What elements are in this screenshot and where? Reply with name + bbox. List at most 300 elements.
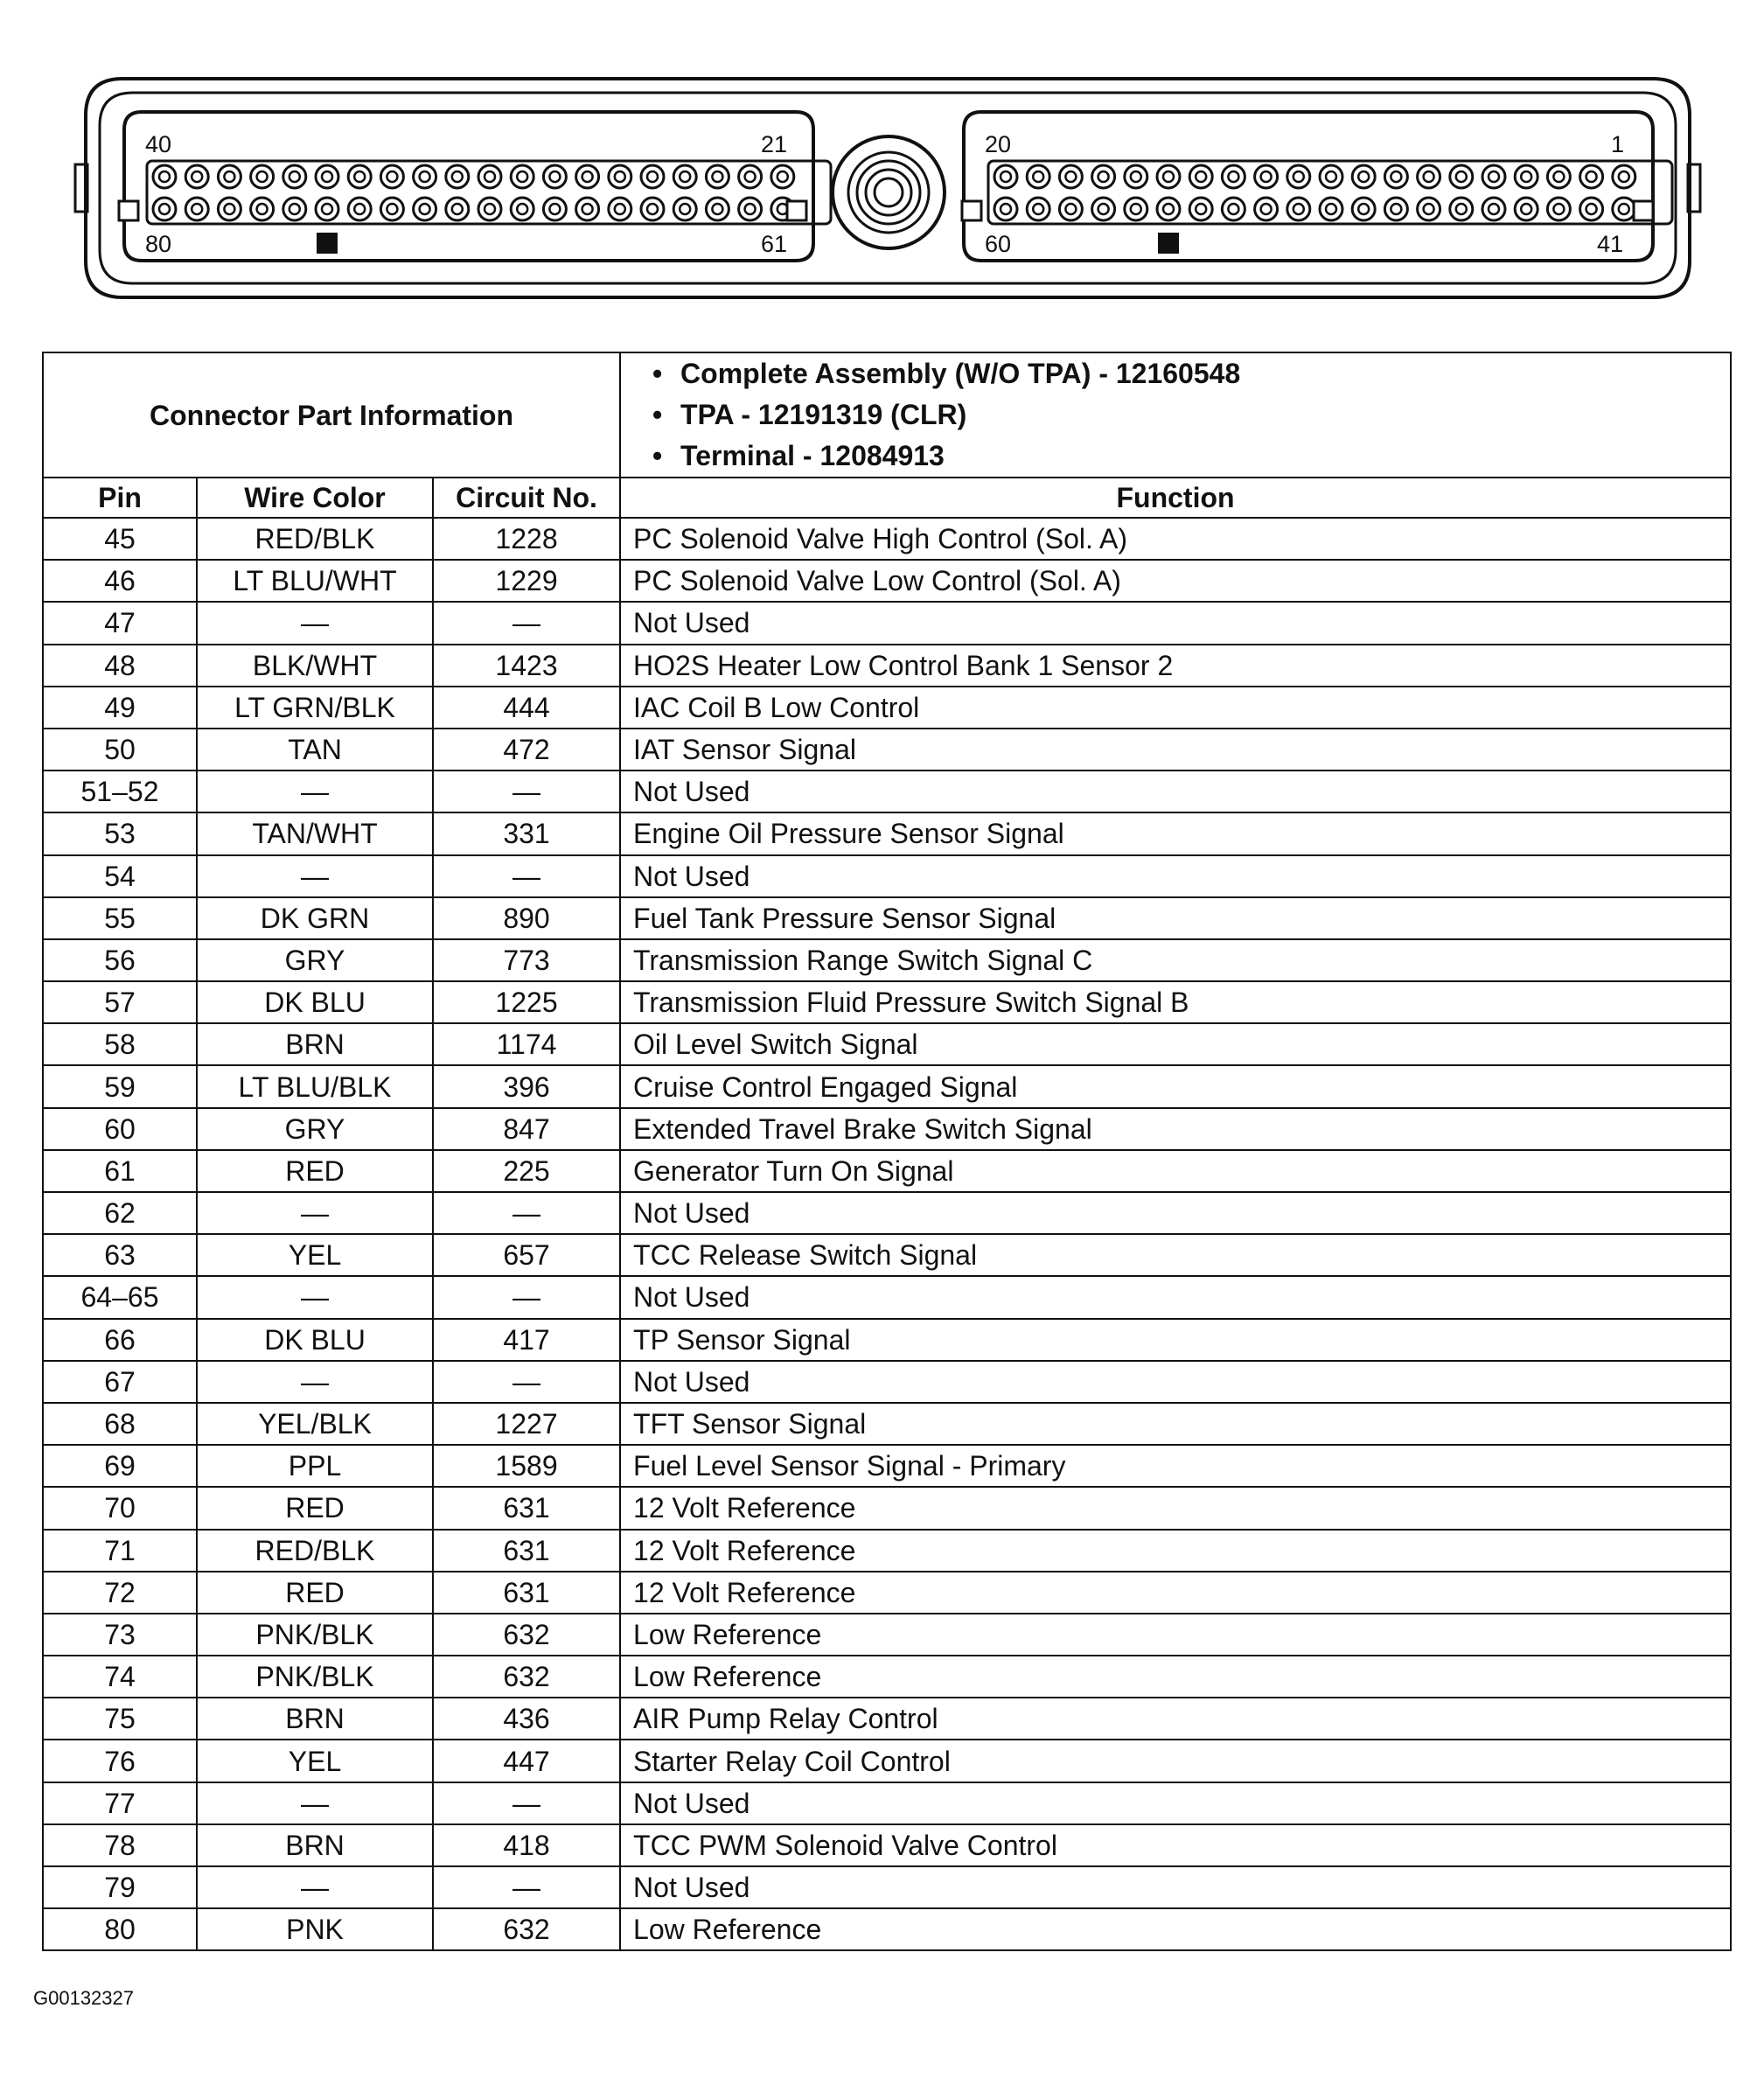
wire-color-cell: — [197,771,433,812]
pin-cavity [1189,165,1212,188]
header-function: Function [620,478,1731,518]
pin-terminal [1196,171,1206,182]
table-row [43,1319,1731,1361]
pin-cavity [1352,165,1375,188]
pin-cell: 60 [43,1108,197,1150]
pin-terminal [1033,171,1043,182]
right-polarizing-key [1158,233,1179,254]
pin-cavity [739,198,762,220]
wire-color-cell: RED [197,1150,433,1192]
wire-color-cell: PPL [197,1445,433,1487]
wire-color-cell: GRY [197,1108,433,1150]
pin-cavity [609,198,631,220]
pin-label-1: 1 [1611,131,1625,157]
pin-cell: 55 [43,897,197,939]
pin-cavity [185,198,208,220]
pin-terminal [1326,204,1336,214]
wire-color-cell: YEL [197,1234,433,1276]
circuit-cell: 631 [433,1572,620,1614]
table-row [43,1234,1731,1276]
pin-cavity [251,198,274,220]
pinout-table [42,352,1732,1951]
function-cell: TFT Sensor Signal [620,1403,1731,1445]
table-row [43,1530,1731,1572]
pin-cavity [706,198,729,220]
pin-terminal [322,204,332,214]
table-row [43,645,1731,687]
table-row [43,939,1731,981]
function-cell: TCC PWM Solenoid Valve Control [620,1824,1731,1866]
pin-terminal [1424,204,1434,214]
pin-terminal [1586,204,1597,214]
pin-cell: 74 [43,1656,197,1698]
wire-color-cell: — [197,855,433,897]
pin-terminal [1065,171,1076,182]
pin-terminal [289,171,300,182]
pin-cavity [1287,198,1310,220]
circuit-cell: 331 [433,812,620,854]
pin-cavity [511,165,533,188]
pin-cavity [1059,165,1082,188]
function-cell: PC Solenoid Valve High Control (Sol. A) [620,518,1731,560]
part-info-row [43,352,1731,478]
part-info-label: Connector Part Information [43,352,620,478]
pin-cavity [1092,165,1115,188]
pin-cavity [576,198,599,220]
function-cell: Low Reference [620,1614,1731,1656]
table-row [43,1614,1731,1656]
pin-cavity [414,198,436,220]
pin-terminal [615,204,625,214]
table-row [43,1487,1731,1529]
pin-terminal [1489,171,1499,182]
function-cell: 12 Volt Reference [620,1487,1731,1529]
circuit-cell: 444 [433,687,620,729]
table-row [43,1572,1731,1614]
wire-color-cell: RED [197,1572,433,1614]
part-info-list [652,353,1730,477]
wire-color-cell: DK BLU [197,981,433,1023]
circuit-cell: 1174 [433,1023,620,1065]
table-row [43,812,1731,854]
pin-cavity [543,198,566,220]
pin-cell: 63 [43,1234,197,1276]
pin-label-41: 41 [1597,231,1624,257]
pin-terminal [647,171,658,182]
table-row [43,1824,1731,1866]
circuit-cell: 773 [433,939,620,981]
table-row [43,1403,1731,1445]
pin-cavity [1157,165,1180,188]
pin-cavity [218,198,241,220]
function-cell: HO2S Heater Low Control Bank 1 Sensor 2 [620,645,1731,687]
pin-cavity [641,165,664,188]
pin-cavity [283,198,306,220]
table-row [43,1698,1731,1740]
pin-terminal [1553,171,1564,182]
header-circuit-no: Circuit No. [433,478,620,518]
pin-cell: 75 [43,1698,197,1740]
function-cell: 12 Volt Reference [620,1572,1731,1614]
pin-terminal [420,204,430,214]
pin-cell: 78 [43,1824,197,1866]
right-pin-block [962,112,1672,261]
pin-cavity [218,165,241,188]
table-row [43,687,1731,729]
pin-cell: 46 [43,560,197,602]
pin-label-60: 60 [985,231,1012,257]
table-row [43,1108,1731,1150]
pin-terminal [485,204,495,214]
pin-cavity [1418,198,1440,220]
wire-color-cell: RED [197,1487,433,1529]
pin-terminal [1131,204,1141,214]
circuit-cell: — [433,771,620,812]
circuit-cell: 847 [433,1108,620,1150]
pinout-rows [43,518,1731,1950]
pin-terminal [1001,171,1011,182]
function-cell: Fuel Tank Pressure Sensor Signal [620,897,1731,939]
pin-terminal [1553,204,1564,214]
pin-terminal [1131,171,1141,182]
wire-color-cell: PNK/BLK [197,1614,433,1656]
pin-cavity [641,198,664,220]
function-cell: IAT Sensor Signal [620,729,1731,771]
function-cell: Not Used [620,1361,1731,1403]
table-row [43,1150,1731,1192]
pin-cavity [1320,165,1342,188]
pin-cavity [1515,165,1537,188]
pin-terminal [1261,204,1272,214]
pin-terminal [452,204,463,214]
pin-cavity [316,165,338,188]
pin-cavity [380,165,403,188]
pin-terminal [1065,204,1076,214]
circuit-cell: 1229 [433,560,620,602]
pin-cell: 76 [43,1740,197,1782]
wire-color-cell: — [197,602,433,644]
function-cell: Not Used [620,855,1731,897]
pin-cavity [994,165,1017,188]
function-cell: PC Solenoid Valve Low Control (Sol. A) [620,560,1731,602]
part-info-tpa: • TPA - 12191319 (CLR) [652,394,1730,436]
pin-terminal [647,204,658,214]
circuit-cell: — [433,1361,620,1403]
pin-cell: 80 [43,1908,197,1950]
pin-terminal [1098,204,1109,214]
pin-terminal [257,171,268,182]
wire-color-cell: DK BLU [197,1319,433,1361]
pin-cavity [446,165,469,188]
pin-terminal [1098,171,1109,182]
wire-color-cell: LT BLU/WHT [197,560,433,602]
function-cell: Low Reference [620,1656,1731,1698]
pin-cavity [706,165,729,188]
circuit-cell: 417 [433,1319,620,1361]
function-cell: TCC Release Switch Signal [620,1234,1731,1276]
part-info-terminal: • Terminal - 12084913 [652,436,1730,477]
table-row [43,771,1731,812]
pin-terminal [1358,171,1369,182]
pin-terminal [582,171,593,182]
pin-terminal [485,171,495,182]
pin-terminal [159,204,170,214]
pin-cell: 49 [43,687,197,729]
table-row [43,518,1731,560]
pin-terminal [680,171,690,182]
wire-color-cell: PNK [197,1908,433,1950]
pin-cell: 56 [43,939,197,981]
pin-cavity [153,165,176,188]
pin-terminal [1326,171,1336,182]
wire-color-cell: RED/BLK [197,518,433,560]
circuit-cell: — [433,855,620,897]
pin-terminal [159,171,170,182]
circuit-cell: 225 [433,1150,620,1192]
pin-terminal [680,204,690,214]
wire-color-cell: PNK/BLK [197,1656,433,1698]
pin-cavity [673,198,696,220]
pin-terminal [354,171,365,182]
pin-terminal [224,204,234,214]
pin-cavity [1092,198,1115,220]
pin-label-21: 21 [761,131,788,157]
pin-cell: 57 [43,981,197,1023]
circuit-cell: 1423 [433,645,620,687]
function-cell: Cruise Control Engaged Signal [620,1065,1731,1107]
function-cell: Not Used [620,1276,1731,1318]
circuit-cell: 1589 [433,1445,620,1487]
pin-cavity [1352,198,1375,220]
circuit-cell: 632 [433,1656,620,1698]
pin-terminal [1391,171,1401,182]
pin-cell: 64–65 [43,1276,197,1318]
header-pin: Pin [43,478,197,518]
pin-terminal [192,171,202,182]
pin-label-40: 40 [145,131,172,157]
wire-color-cell: DK GRN [197,897,433,939]
wire-color-cell: BLK/WHT [197,645,433,687]
pin-cavity [1255,198,1278,220]
table-row [43,1445,1731,1487]
pin-terminal [387,171,397,182]
pin-terminal [1456,204,1467,214]
pin-cavity [1027,198,1049,220]
function-cell: Engine Oil Pressure Sensor Signal [620,812,1731,854]
circuit-cell: 396 [433,1065,620,1107]
function-cell: AIR Pump Relay Control [620,1698,1731,1740]
circuit-cell: 890 [433,897,620,939]
pin-cavity [251,165,274,188]
pin-terminal [1163,171,1174,182]
wire-color-cell: TAN/WHT [197,812,433,854]
wire-color-cell: LT BLU/BLK [197,1065,433,1107]
pin-cavity [1384,198,1407,220]
pin-cavity [1450,165,1473,188]
pin-terminal [257,204,268,214]
table-row [43,1740,1731,1782]
pin-cavity [673,165,696,188]
pin-cavity [609,165,631,188]
function-cell: 12 Volt Reference [620,1530,1731,1572]
pin-cell: 61 [43,1150,197,1192]
pin-cell: 77 [43,1782,197,1824]
circuit-cell: — [433,1782,620,1824]
circuit-cell: — [433,1192,620,1234]
pin-cavity [1580,165,1603,188]
circuit-cell: 1228 [433,518,620,560]
pin-terminal [192,204,202,214]
pin-cell: 67 [43,1361,197,1403]
circuit-cell: 632 [433,1908,620,1950]
right-pin-cavities [994,165,1635,220]
pin-terminal [1521,171,1531,182]
pin-label-80: 80 [145,231,172,257]
function-cell: Extended Travel Brake Switch Signal [620,1108,1731,1150]
circuit-cell: — [433,1276,620,1318]
function-cell: Not Used [620,1192,1731,1234]
pin-terminal [322,171,332,182]
function-cell: Oil Level Switch Signal [620,1023,1731,1065]
wire-color-cell: TAN [197,729,433,771]
pin-terminal [1424,171,1434,182]
pin-terminal [452,171,463,182]
pin-terminal [1619,204,1629,214]
pin-terminal [745,204,756,214]
pin-terminal [1489,204,1499,214]
pin-terminal [517,204,527,214]
header-row [43,478,1731,518]
pin-cavity [1482,198,1505,220]
pin-terminal [224,171,234,182]
pin-cell: 58 [43,1023,197,1065]
pin-cell: 79 [43,1866,197,1908]
table-row [43,602,1731,644]
pin-cavity [994,198,1017,220]
pin-cavity [316,198,338,220]
pin-cell: 68 [43,1403,197,1445]
pin-cell: 70 [43,1487,197,1529]
pin-cell: 50 [43,729,197,771]
pin-cavity [739,165,762,188]
pin-terminal [420,171,430,182]
header-wire-color: Wire Color [197,478,433,518]
pin-cell: 47 [43,602,197,644]
circuit-cell: 632 [433,1614,620,1656]
pin-terminal [745,171,756,182]
table-row [43,1656,1731,1698]
pin-cavity [1450,198,1473,220]
pin-label-61: 61 [761,231,788,257]
pin-cavity [1482,165,1505,188]
pin-terminal [1586,171,1597,182]
part-info-values [620,352,1731,478]
left-polarizing-key [317,233,338,254]
circuit-cell: 631 [433,1530,620,1572]
left-pin-cavities [153,165,794,220]
circuit-cell: 436 [433,1698,620,1740]
table-row [43,1065,1731,1107]
pin-cell: 66 [43,1319,197,1361]
pin-cavity [1384,165,1407,188]
pin-cavity [478,198,501,220]
wire-color-cell: YEL [197,1740,433,1782]
pin-terminal [712,171,722,182]
pin-terminal [1001,204,1011,214]
pin-cavity [1027,165,1049,188]
wire-color-cell: GRY [197,939,433,981]
pin-cavity [1189,198,1212,220]
wire-color-cell: — [197,1276,433,1318]
function-cell: Not Used [620,771,1731,812]
pin-cell: 51–52 [43,771,197,812]
pin-cavity [153,198,176,220]
pin-cavity [1287,165,1310,188]
pin-terminal [1358,204,1369,214]
pin-terminal [1293,171,1304,182]
table-row [43,1866,1731,1908]
pin-cell: 62 [43,1192,197,1234]
pin-terminal [549,171,560,182]
table-row [43,1361,1731,1403]
pin-cavity [1547,198,1570,220]
pin-cavity [348,198,371,220]
pin-cavity [1320,198,1342,220]
pin-cavity [283,165,306,188]
table-row [43,560,1731,602]
function-cell: Not Used [620,1866,1731,1908]
function-cell: Transmission Fluid Pressure Switch Signal B [620,981,1731,1023]
pin-cavity [1125,198,1147,220]
pin-cavity [1157,198,1180,220]
pin-label-20: 20 [985,131,1012,157]
pin-cell: 72 [43,1572,197,1614]
pin-cell: 45 [43,518,197,560]
pin-cavity [1580,198,1603,220]
pin-cell: 69 [43,1445,197,1487]
pin-cavity [414,165,436,188]
pin-cavity [511,198,533,220]
pin-terminal [1293,204,1304,214]
pin-terminal [354,204,365,214]
pin-terminal [289,204,300,214]
pin-cavity [1222,198,1245,220]
pin-terminal [582,204,593,214]
figure-id: G00132327 [33,1987,134,2009]
table-row [43,897,1731,939]
pin-cell: 54 [43,855,197,897]
function-cell: IAC Coil B Low Control [620,687,1731,729]
circuit-cell: 1227 [433,1403,620,1445]
pin-terminal [712,204,722,214]
pin-cavity [1547,165,1570,188]
pin-cavity [185,165,208,188]
pin-terminal [615,171,625,182]
wire-color-cell: — [197,1782,433,1824]
pin-cavity [380,198,403,220]
pin-cavity [1059,198,1082,220]
table-row [43,855,1731,897]
connector-face-diagram [70,61,1705,315]
pin-cell: 73 [43,1614,197,1656]
pin-cavity [478,165,501,188]
function-cell: Transmission Range Switch Signal C [620,939,1731,981]
table-row [43,1908,1731,1950]
circuit-cell: — [433,1866,620,1908]
wire-color-cell: BRN [197,1023,433,1065]
pin-cavity [1418,165,1440,188]
pin-cavity [1255,165,1278,188]
